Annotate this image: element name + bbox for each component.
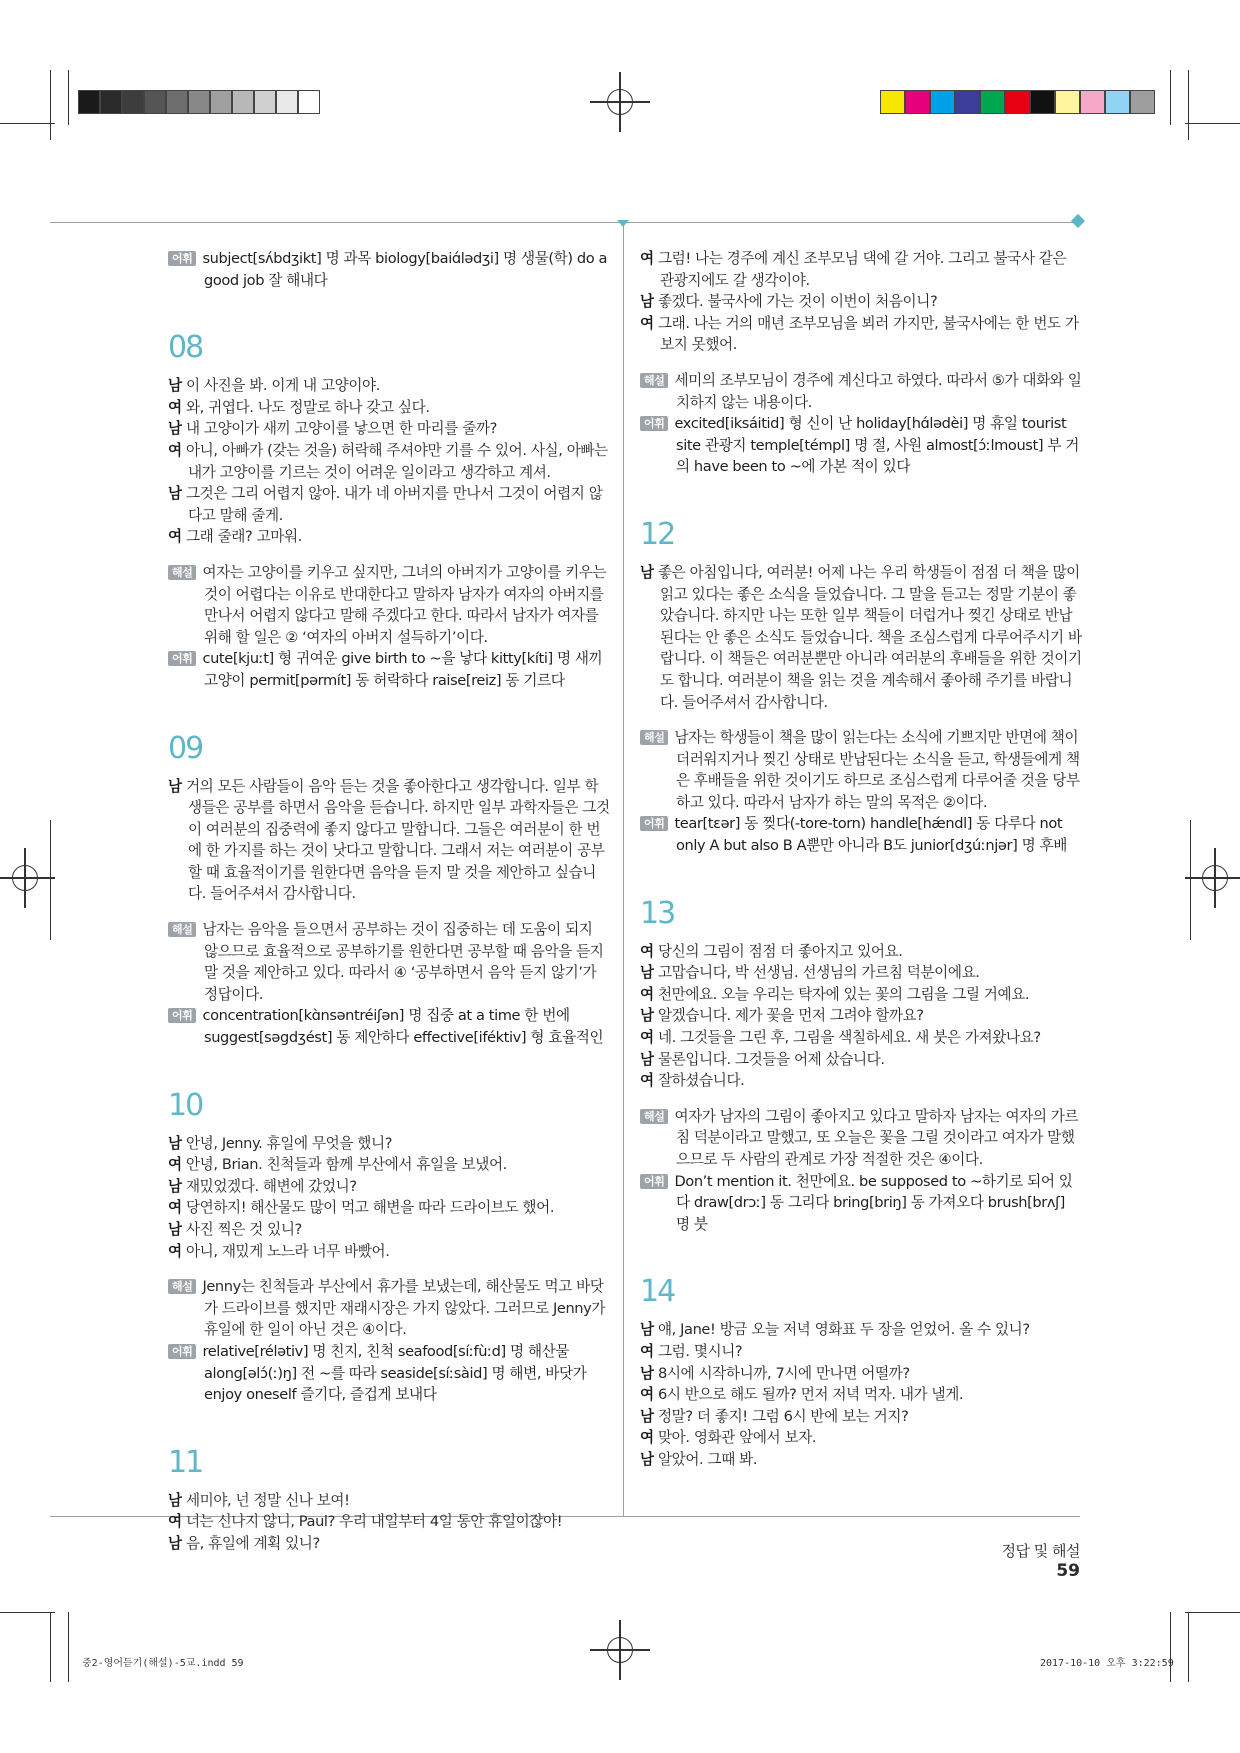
explanation: [640, 727, 1082, 813]
speaker-label: 여: [640, 1342, 654, 1360]
dialogue-text: 아니, 아빠가 (갖는 것을) 허락해 주셔야만 기를 수 있어. 사실, 아빠는 내가 고양이를 기르는 것이 어려운 일이라고 생각하고 계셔.: [185, 441, 608, 481]
dialogue-line: [168, 1154, 610, 1176]
dialogue-text: 이 사진을 봐. 이게 내 고양이야.: [185, 377, 380, 395]
dialogue-line: [640, 1384, 1082, 1406]
grey-swatch: [122, 90, 144, 114]
dialogue-line: [168, 1197, 610, 1219]
vocab-text: cute[kjuːt] 형 귀여운 give birth to ~을 낳다 kitty[kíti] 명 새끼 고양이 permit[pərmít] 동 허락하다 raise[reiz] 동 기르다: [202, 650, 603, 689]
print-footer-file: 중2-영어듣기(해설)-5교.indd 59: [82, 1658, 244, 1669]
question-14: [640, 1271, 1082, 1470]
explanation-text: 세미의 조부모님이 경주에 계신다고 하였다. 따라서 ⑤가 대화와 일치하지 않는 내용이다.: [674, 371, 1082, 411]
dialogue-line: [168, 1511, 610, 1533]
explanation-text: 여자는 고양이를 키우고 싶지만, 그녀의 아버지가 고양이를 키우는 것이 어렵다는 이유로 반대한다고 말하자 남자가 여자의 아버지를 만나서 어렵지 않다고 말해 주겠다고 한다. 따라서 남자가 여자를 위해 할 일은 ② ‘여자의 아버지 설득하기’이다.: [202, 563, 607, 646]
vocab-tag: 어휘: [168, 1008, 196, 1023]
speaker-label: 여: [640, 250, 654, 267]
explanation: [168, 562, 610, 648]
dialogue-text: 천만에요. 오늘 우리는 탁자에 있는 꽃의 그림을 그릴 거예요.: [657, 985, 1030, 1003]
dialogue-text: 그럼! 나는 경주에 계신 조부모님 댁에 갈 거야. 그리고 불국사 같은 관광지에도 갈 생각이야.: [657, 250, 1067, 289]
grey-swatch: [78, 90, 100, 114]
explanation-text: 여자가 남자의 그림이 좋아지고 있다고 말하자 남자는 여자의 가르침 덕분이라고 말했고, 또 오늘은 꽃을 그릴 것이라고 여자가 말했으므로 두 사람의 관계로 가장 적절한 것은 ④이다.: [674, 1107, 1079, 1168]
page-footer: [970, 1540, 1080, 1581]
question-number: 11: [168, 1444, 203, 1480]
dialogue: [168, 1133, 610, 1263]
speaker-label: 남: [168, 1221, 182, 1238]
question-10: [168, 1085, 610, 1406]
speaker-label: 여: [168, 528, 182, 546]
dialogue-line: [168, 1133, 610, 1155]
dialogue-text: 맞아. 영화관 앞에서 보자.: [657, 1429, 817, 1447]
dialogue-line: [640, 1027, 1082, 1049]
color-swatch: [905, 90, 930, 114]
dialogue-line: [640, 1049, 1082, 1071]
dialogue-line: [168, 1490, 610, 1512]
crop-mark-top-left-v2: [68, 70, 69, 125]
question-number: 13: [640, 895, 675, 931]
crop-mark-top-left-h: [0, 123, 55, 124]
speaker-label: 여: [168, 441, 182, 459]
registration-mark-left: [0, 848, 55, 908]
grey-swatch: [100, 90, 122, 114]
crop-mark-bottom-right-v: [1188, 1612, 1189, 1682]
dialogue-line: [640, 1449, 1082, 1471]
vocabulary: [168, 1005, 610, 1048]
dialogue-text: 정말? 더 좋지! 그럼 6시 반에 보는 거지?: [657, 1407, 909, 1425]
vocabulary: [168, 1341, 610, 1406]
color-swatch: [1130, 90, 1155, 114]
explanation-tag: 해설: [640, 730, 668, 745]
speaker-label: 남: [168, 485, 182, 503]
vocab-tag: 어휘: [640, 416, 668, 431]
speaker-label: 여: [640, 1429, 654, 1447]
page-number: 59: [1056, 1561, 1080, 1581]
dialogue-line: [640, 962, 1082, 984]
crop-mark-top-left-v: [50, 70, 51, 140]
color-swatch: [1005, 90, 1030, 114]
vocab-tag: 어휘: [640, 816, 668, 831]
dialogue-text: 그래 줄래? 고마워.: [185, 528, 302, 546]
color-swatch: [955, 90, 980, 114]
crop-mark-bottom-left-v: [50, 1612, 51, 1682]
dialogue-line: [640, 248, 1082, 291]
dialogue-line: [168, 1219, 610, 1241]
dialogue-text: 당연하지! 해산물도 많이 먹고 해변을 따라 드라이브도 했어.: [185, 1199, 555, 1217]
dialogue-text: 거의 모든 사람들이 음악 듣는 것을 좋아한다고 생각합니다. 일부 학생들은 공부를 하면서 음악을 듣습니다. 하지만 일부 과학자들은 그것이 여러분의 집중력에 좋지 않다고 말합니다. 그들은 여러분이 한 번에 한 가지를 하는 것이 낫다고 말합니다. 그래서 저는 여러분이 공부할 때 효율적이기를 원한다면 음악을 듣지 말 것을 제안하고 싶습니다. 들어주셔서 감사합니다.: [185, 777, 610, 903]
dialogue-text: 안녕, Jenny. 휴일에 무엇을 했니?: [185, 1134, 393, 1152]
question-number: 12: [640, 516, 675, 552]
vocabulary: [640, 813, 1082, 856]
dialogue-text: 재밌었겠다. 해변에 갔었니?: [185, 1177, 357, 1195]
top-rule: [50, 222, 1080, 223]
speaker-label: 여: [168, 1513, 182, 1531]
speaker-label: 여: [640, 985, 654, 1003]
dialogue-text: 잘하셨습니다.: [657, 1072, 745, 1090]
vocab-tag: 어휘: [168, 651, 196, 666]
speaker-label: 남: [640, 1050, 654, 1068]
dialogue-line: [168, 440, 610, 483]
dialogue-text: 그래. 나는 거의 매년 조부모님을 뵈러 가지만, 불국사에는 한 번도 가보지 못했어.: [657, 314, 1079, 354]
question-08: [168, 327, 610, 691]
explanation-tag: 해설: [168, 565, 196, 580]
dialogue-line: [640, 1005, 1082, 1027]
dialogue-line: [640, 313, 1082, 356]
speaker-label: 남: [640, 563, 654, 581]
color-swatch: [1105, 90, 1130, 114]
dialogue-text: 알았어. 그때 봐.: [657, 1450, 758, 1468]
dialogue-line: [640, 941, 1082, 963]
crop-mark-top-right-v: [1188, 70, 1189, 140]
speaker-label: 여: [640, 1386, 654, 1404]
crop-mark-right-mid: [1190, 820, 1191, 940]
dialogue-line: [168, 1533, 610, 1555]
dialogue-text: 8시에 시작하니까, 7시에 만나면 어떨까?: [657, 1364, 910, 1382]
dialogue-text: 고맙습니다, 박 선생님. 선생님의 가르침 덕분이에요.: [657, 964, 980, 982]
top-vocab-text: subject[sʌ́bdʒikt] 명 과목 biology[baiɑ́lədʒi] 명 생물(학) do a good job 잘 해내다: [202, 250, 608, 289]
explanation-tag: 해설: [168, 922, 196, 937]
right-column: [640, 248, 1082, 1485]
speaker-label: 여: [168, 1242, 182, 1260]
speaker-label: 여: [168, 398, 182, 416]
dialogue-line: [640, 984, 1082, 1006]
color-swatch: [1055, 90, 1080, 114]
dialogue-text: 너는 신나지 않니, Paul? 우리 내일부터 4일 동안 휴일이잖아!: [185, 1513, 563, 1531]
explanation-text: 남자는 학생들이 책을 많이 읽는다는 소식에 기쁘지만 반면에 책이 더러워지거나 찢긴 상태로 반납된다는 소식을 듣고, 학생들에게 책은 후배들을 위한 것이기도 하므로 조심스럽게 다루어줄 것을 당부하고 있다. 따라서 남자가 하는 말의 목적은 ②이다.: [674, 729, 1080, 811]
crop-mark-bottom-right-v2: [1170, 1612, 1171, 1682]
speaker-label: 여: [640, 1072, 654, 1090]
grey-swatch: [166, 90, 188, 114]
vocab-tag: 어휘: [640, 1174, 668, 1189]
explanation: [640, 1106, 1082, 1171]
question-12: [640, 514, 1082, 857]
dialogue-line: [640, 291, 1082, 313]
dialogue-text: 당신의 그림이 점점 더 좋아지고 있어요.: [657, 942, 903, 960]
dialogue: [168, 1490, 610, 1555]
speaker-label: 남: [640, 1407, 654, 1425]
speaker-label: 남: [640, 1007, 654, 1025]
vocab-text: concentration[kɑ̀nsəntréiʃən] 명 집중 at a time 한 번에 suggest[səgdʒést] 동 제안하다 effective[iféktiv] 형 효율적인: [202, 1007, 604, 1047]
speaker-label: 남: [640, 964, 654, 982]
column-divider: [623, 224, 624, 1516]
dialogue-text: 내 고양이가 새끼 고양이를 낳으면 한 마리를 줄까?: [185, 420, 497, 438]
speaker-label: 남: [640, 1364, 654, 1382]
grey-swatch: [254, 90, 276, 114]
grey-swatch: [210, 90, 232, 114]
explanation: [168, 1276, 610, 1341]
dialogue: [640, 562, 1082, 713]
vocab-text: relative[rélətiv] 명 친지, 친척 seafood[síːfùːd] 명 해산물 along[əlɔ́(ː)ŋ] 전 ~를 따라 seaside[síːsàid] 명 해변, 바닷가 enjoy oneself 즐기다, 즐겁게 보내다: [202, 1342, 587, 1404]
vocabulary: [640, 1171, 1082, 1236]
speaker-label: 여: [640, 1029, 654, 1047]
vocabulary: [168, 648, 610, 691]
question-number: 10: [168, 1087, 203, 1123]
speaker-label: 남: [640, 293, 654, 311]
dialogue-line: [640, 1070, 1082, 1092]
dialogue-text: 네. 그것들을 그린 후, 그림을 색칠하세요. 새 붓은 가져왔나요?: [657, 1029, 1041, 1047]
dialogue: [640, 1319, 1082, 1470]
speaker-label: 남: [640, 1450, 654, 1468]
question-09: [168, 728, 610, 1049]
question-number: 09: [168, 730, 203, 766]
dialogue: [640, 248, 1082, 356]
dialogue-line: [168, 397, 610, 419]
crop-mark-left-mid: [50, 820, 51, 940]
speaker-label: 남: [168, 1491, 182, 1509]
crop-mark-top-right-v2: [1170, 70, 1171, 125]
vocabulary: [640, 413, 1082, 478]
dialogue-text: 세미야, 넌 정말 신나 보여!: [185, 1491, 350, 1509]
speaker-label: 남: [168, 777, 182, 795]
crop-mark-bottom-left-h: [0, 1612, 55, 1613]
left-column: [168, 248, 610, 1569]
dialogue-line: [168, 375, 610, 397]
print-footer-datetime: 2017-10-10 오후 3:22:59: [1040, 1658, 1174, 1669]
question-number: 14: [640, 1274, 675, 1310]
dialogue-text: 6시 반으로 해도 될까? 먼저 저녁 먹자. 내가 낼게.: [657, 1386, 964, 1404]
explanation-text: 남자는 음악을 들으면서 공부하는 것이 집중하는 데 도움이 되지 않으므로 효율적으로 공부하기를 원한다면 공부할 때 음악을 듣지 말 것을 제안하고 있다. 따라서 ④ ‘공부하면서 음악 듣지 않기’가 정답이다.: [202, 921, 604, 1003]
grey-swatch: [276, 90, 298, 114]
registration-mark-top: [590, 72, 650, 132]
vocab-tag: 어휘: [168, 1344, 196, 1359]
crop-mark-bottom-left-v2: [68, 1612, 69, 1682]
color-swatch: [930, 90, 955, 114]
speaker-label: 남: [168, 1134, 182, 1152]
registration-mark-bottom: [590, 1620, 650, 1680]
grey-swatch: [188, 90, 210, 114]
grey-swatch: [144, 90, 166, 114]
explanation-tag: 해설: [168, 1279, 196, 1294]
vocab-text: Don’t mention it. 천만에요. be supposed to ~하기로 되어 있다 draw[drɔː] 동 그리다 bring[briŋ] 동 가져오다 brush[brʌʃ] 명 붓: [674, 1172, 1073, 1233]
grey-swatch: [298, 90, 320, 114]
color-swatch: [1080, 90, 1105, 114]
explanation: [640, 370, 1082, 413]
dialogue-text: 얘, Jane! 방금 오늘 저녁 영화표 두 장을 얻었어. 올 수 있니?: [657, 1321, 1030, 1339]
speaker-label: 여: [168, 1156, 182, 1174]
dialogue-line: [168, 483, 610, 526]
color-swatch: [980, 90, 1005, 114]
page-footer-label: 정답 및 해설: [1001, 1542, 1080, 1560]
dialogue-text: 좋겠다. 불국사에 가는 것이 이번이 처음이니?: [657, 293, 938, 311]
dialogue-line: [168, 418, 610, 440]
speaker-label: 남: [168, 377, 182, 395]
top-vocab-block: [168, 248, 610, 291]
dialogue-line: [168, 1176, 610, 1198]
top-rule-marker-right: [1071, 214, 1085, 228]
explanation-text: Jenny는 친척들과 부산에서 휴가를 보냈는데, 해산물도 먹고 바닷가 드라이브를 했지만 재래시장은 가지 않았다. 그러므로 Jenny가 휴일에 한 일이 아닌 것은 ④이다.: [202, 1278, 606, 1339]
vocab-text: excited[iksáitid] 형 신이 난 holiday[hɑ́lədèi] 명 휴일 tourist site 관광지 temple[témpl] 명 절, 사원 almost[ɔ́ːlmoust] 부 거의 have been to ~에 가본 적이 있다: [674, 415, 1079, 476]
dialogue-text: 안녕, Brian. 친척들과 함께 부산에서 휴일을 보냈어.: [185, 1156, 507, 1174]
dialogue-line: [168, 526, 610, 548]
grey-swatch: [232, 90, 254, 114]
explanation-tag: 해설: [640, 1109, 668, 1124]
dialogue-text: 물론입니다. 그것들을 어제 샀습니다.: [657, 1050, 885, 1068]
dialogue: [168, 375, 610, 548]
dialogue-text: 좋은 아침입니다, 여러분! 어제 나는 우리 학생들이 점점 더 책을 많이 읽고 있다는 좋은 소식을 들었습니다. 그 말을 듣고는 정말 기분이 좋았습니다. 하지만 나는 또한 일부 책들이 더럽거나 찢긴 상태로 반납된다는 안 좋은 소식도 들었습니다. 책을 조심스럽게 다루어주시기 바랍니다. 이 책들은 여러분뿐만 아니라 여러분의 후배들을 위한 것이기도 합니다. 여러분이 책을 읽는 것을 계속해서 좋아해 주기를 바랍니다. 들어주셔서 감사합니다.: [657, 563, 1082, 711]
vocab-tag: 어휘: [168, 251, 196, 266]
speaker-label: 여: [640, 942, 654, 960]
speaker-label: 여: [640, 314, 654, 332]
speaker-label: 남: [168, 420, 182, 438]
question-13: [640, 893, 1082, 1236]
speaker-label: 남: [168, 1177, 182, 1195]
dialogue-text: 와, 귀엽다. 나도 정말로 하나 갖고 싶다.: [185, 398, 430, 416]
explanation-tag: 해설: [640, 373, 668, 388]
question-number: 08: [168, 330, 203, 366]
crop-mark-bottom-right-h: [1185, 1612, 1240, 1613]
vocab-text: tear[tɛər] 동 찢다(-tore-torn) handle[hǽndl] 동 다루다 not only A but also B A뿐만 아니라 B도 junior[dʒúːnjər] 명 후배: [674, 815, 1067, 855]
dialogue-line: [640, 562, 1082, 713]
dialogue-text: 그럼. 몇시니?: [657, 1342, 743, 1360]
registration-mark-right: [1185, 848, 1240, 908]
crop-mark-top-right-h: [1185, 123, 1240, 124]
dialogue-text: 그것은 그리 어렵지 않아. 내가 네 아버지를 만나서 그것이 어렵지 않다고 말해 줄게.: [185, 485, 603, 524]
dialogue-text: 음, 휴일에 계획 있니?: [185, 1534, 320, 1552]
explanation: [168, 919, 610, 1005]
dialogue-line: [640, 1406, 1082, 1428]
dialogue-line: [640, 1319, 1082, 1341]
dialogue: [640, 941, 1082, 1092]
speaker-label: 여: [168, 1199, 182, 1217]
dialogue-line: [168, 776, 610, 906]
dialogue-text: 사진 찍은 것 있니?: [185, 1221, 302, 1238]
speaker-label: 남: [168, 1534, 182, 1552]
dialogue-line: [640, 1427, 1082, 1449]
dialogue-line: [640, 1363, 1082, 1385]
speaker-label: 남: [640, 1321, 654, 1339]
color-swatch: [1030, 90, 1055, 114]
dialogue-text: 알겠습니다. 제가 꽃을 먼저 그려야 할까요?: [657, 1007, 924, 1025]
color-swatch: [880, 90, 905, 114]
question-11: [168, 1442, 610, 1555]
question-11-continued: [640, 248, 1082, 478]
dialogue-line: [640, 1341, 1082, 1363]
dialogue: [168, 776, 610, 906]
dialogue-text: 아니, 재밌게 노느라 너무 바빴어.: [185, 1242, 390, 1260]
dialogue-line: [168, 1241, 610, 1263]
